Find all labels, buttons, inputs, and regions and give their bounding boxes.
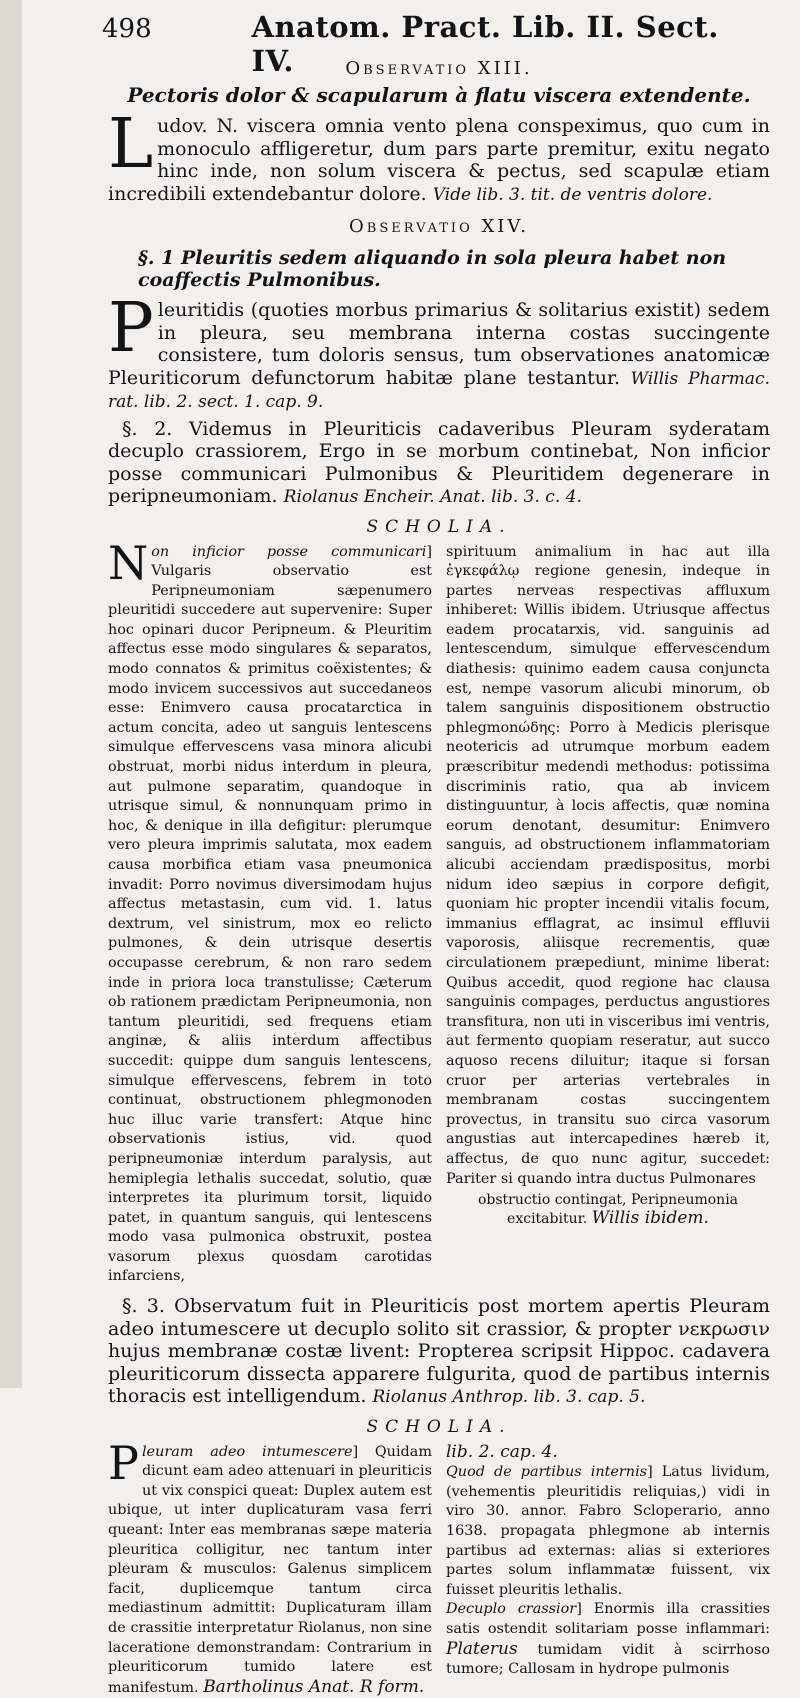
observation-13-reference: Vide lib. 3. tit. de ventris dolore. [432,184,713,205]
scholia-2-lemma-internal: Quod de partibus internis [446,1464,648,1481]
observation-13-body: udov. N. viscera omnia vento plena conspeximus, quo cum in monoculo affligeretur, dum pars parte premitur, exitu negato hinc inde, non solum viscera & pectus, sed scapulæ etiam incredibili extendebantur dolore. [108,115,770,205]
scholia-2-lemma: leuram adeo intumescere [141,1443,353,1460]
observation-13-heading: Observatio XIII. [345,58,533,79]
scholia-1-right-text: spirituum animalium in hac aut illa ἐγκεφάλῳ regione genesin, indeque in partes nerveas respectivas affluxum inhiberet: Willis ibidem. Utriusque affectus eadem procatarxis, vid. sanguinis ad lentescendum, simulque effervescendum diathesis: quinimo eadem causa conjuncta est, nempe vasorum alicubi minorum, ob talem sanguinis dispositionem obstructio phlegmonώδης: Porro à Medicis plerisque neotericis ad utrumque morbum eadem præscribitur medendi methodus: potissima discriminis ratio, qua ab invicem distinguuntur, à locis affectis, quæ nomina eorum denotant, desumitur: Enimvero sanguis, ad obstructionem inflammatoriam alicubi acciendam prædispositus, morbi nidum ideo sæpius in corpore defigit, quoniam hic propter incendii vitalis focum, immanius efflagrat, ac insimul effluvii vaporosis, aliisque recrementis, quæ circulationem præpediunt, minime liberat: Quibus accedit, quod regione hac clausa sanguinis compages, perductus angustiores transfitura, non uti in visceribus imi ventris, aut fermento quopiam reseratur, aut succo aquoso recens diluitur; itaque si forsan cruor per arterias vertebrales in membranam costas succingentem provectus, in transitu suo circa vasorum angustias aut intercapedines hæreb it, affectus, de quo nunc agitur, succedet: Pariter si quando intra ductus Pulmonares [446,543,770,1187]
section-1-text [108,289,770,414]
scholia-2-left-text: ] Quidam dicunt eam adeo attenuari in pleuriticis ut vix conspici queat: Duplex autem est ubique, ut inter duplicaturam vasa ferri queant: Inter eas membranas sæpe materia pleuritica colligitur, nec tantum inter pleuram & musculos: Galenus simplicem facit, duplicemque tantum circa mediastinum admittit: Duplicaturam illam de crassitie interpretatur Riolanus, non sine laceratione demonstrandam: Contrarium in pleuriticorum tumido latere est manifestum. [108,1443,432,1696]
drop-capital: N [108,535,149,590]
section-3-body: §. 3. Observatum fuit in Pleuriticis post mortem apertis Pleuram adeo intumescere ut decuplo solito sit crassior, & propter νεκρωσιν hujus membranæ costæ livent: Propterea scripsit Hippoc. cadavera pleuriticorum dissecta apparere fulgurita, quod de partibus internis thoracis est intelligendum. [108,1295,770,1408]
page-gutter [0,0,22,1388]
scholia-2-right-reference-top: lib. 2. cap. 4. [446,1441,558,1462]
section-1-body: leuritidis (quoties morbus primarius & solitarius existit) sedem in pleura, seu membrana interna costas succingente consistere, tum doloris sensus, tum observationes anatomicæ Pleuriticorum defunctorum habitæ plane testantur. [108,299,770,389]
observation-13-text [108,105,770,206]
scholia-2-right-column [446,1443,770,1698]
drop-capital: P [108,1435,139,1490]
scholia-heading: SCHOLIA. [366,1416,512,1437]
scholia-2-right-tail: tumidam vidit à scirrhoso tumore; Callosam in hydrope pulmonis [446,1641,770,1678]
drop-capital: L [108,105,154,184]
scholia-1-end-reference: Willis ibidem. [591,1208,709,1229]
scholia-1-end-note [446,1191,770,1228]
section-1-reference: Willis Pharmac. rat. lib. 2. sect. 1. cap. 9. [108,368,770,412]
section-3-text [108,1295,770,1409]
scholia-2-right-reference: Platerus [446,1638,518,1659]
section-2-body: §. 2. Videmus in Pleuriticis cadaveribus Pleuram syderatam decuplo crassiorem, Ergo in se morbum continebat, Non inficior posse communicari Pulmonibus & Pleuritidem degenerare in peripneumoniam. [108,417,770,507]
scholia-1-left-text: ] Vulgaris observatio est Peripneumoniam sæpenumero pleuritidi succedere aut supervenire: Super hoc opinari ducor Peripneum. & Pleuritim affectus esse modo singulares & separatos, modo connatos & primitus coëxistentes; & modo invicem successivos aut succedaneos esse: Enimvero causa procatarctica in actum concita, adeo ut sanguis lentescens simulque effervescens vasa minora alicubi obstruat, morbi nidus interdum in pleura, aut pulmone separatim, quandoque in utrisque simul, & nonnunquam primo in hoc, & denique in illa defigitur: plerumque vero pleura imprimis salutata, mox eadem causa morbifica etiam vasa pneumonica invadit: Porro novimus diversimodam hujus affectus metastasin, cum vid. 1. latus dextrum, vel sinistrum, mox eo relicto pulmones, & dein utrisque desertis occupasse cerebrum, & non raro sedem inde in priora loca transtulisse; Cæterum ob rationem prædictam Peripneumonia, non tantum pleuritidi, sed frequens etiam anginæ, & aliis interdum affectibus succedit: quippe dum sanguis lentescens, simulque effervescens, febrem in toto continuat, obstructionem phlegmonoden huc illuc varie transfert: Atque hinc observationis istius, vid. quod peripneumoniæ interdum paralysis, aut hemiplegia lethalis succedat, solutio, quæ interpretes ita plurimum torsit, liquido patet, in quantum sanguis, qui lentescens modo vasa pulmonica obstruxit, postea vasorum plexus quosdam carotidas infarciens, [108,543,432,1285]
scholia-1-end-text: obstructio contingat, Peripneumonia excitabitur. [477,1192,739,1228]
scholia-2-lemma-crassior: Decuplo crassior [446,1601,577,1618]
scholia-2-left-reference: Bartholinus Anat. R form. [203,1676,425,1697]
running-title: Anatom. Pract. Lib. II. Sect. IV. [251,10,719,78]
observation-13-subtitle: Pectoris dolor & scapularum à flatu viscera extendente. [127,83,751,107]
section-2-reference: Riolanus Encheir. Anat. lib. 3. c. 4. [283,487,582,507]
scholia-heading: SCHOLIA. [366,516,512,537]
scholia-1-left-column [108,535,432,1288]
scholia-2-right-text-1: ] Latus lividum, (vehementis pleuritidis reliquias,) vidi in viro 30. annor. Fabro Scloperario, anno 1638. propagata phlegmone ab internis partibus ad externas: alias si exteriores partes solum inflammatæ fuissent, vix fuisset pleuritis lethalis. [446,1464,770,1598]
section-2-text [108,418,770,509]
page-number: 498 [102,14,152,44]
section-3-reference: Riolanus Anthrop. lib. 3. cap. 5. [372,1387,646,1408]
section-1-title: §. 1 Pleuritis sedem aliquando in sola pleura habet non coaffectis Pulmonibus. [138,247,727,291]
scholia-2-left-column [108,1435,432,1698]
scholia-1-lemma: on inficior posse communicari [151,543,427,560]
drop-capital: P [108,289,154,368]
observation-14-heading: Observatio XIV. [349,216,529,237]
scholia-2-right-text-2: ] Enormis illa crassities satis ostendit solitariam posse inflammari: [446,1601,770,1637]
scholia-1-columns [108,535,770,1288]
scholia-1-right-column [446,543,770,1288]
scholia-2-columns [108,1435,770,1698]
